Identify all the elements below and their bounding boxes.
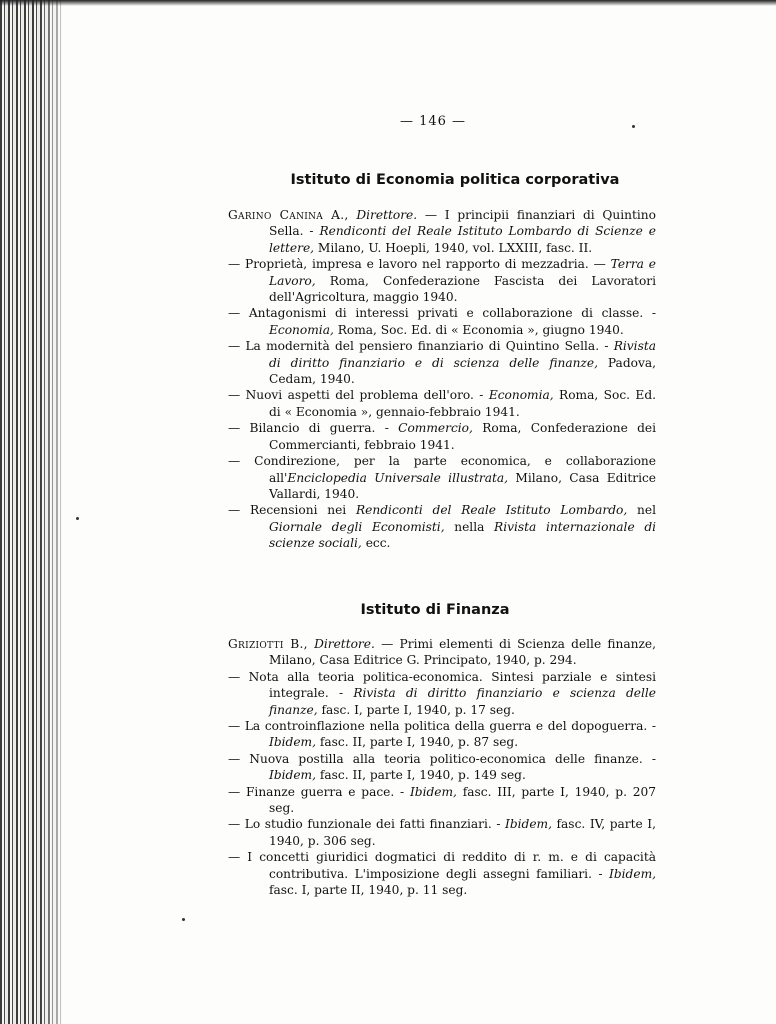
section-title-economia: Istituto di Economia politica corporativa bbox=[290, 172, 620, 188]
bibliography-entry: — Finanze guerra e pace. - Ibidem, fasc. III, parte I, 1940, p. 207 seg. bbox=[228, 784, 657, 816]
bibliography-entry: — La controinflazione nella politica della guerra e del dopoguerra. - Ibidem, fasc. II, parte I, 1940, p. 87 seg. bbox=[228, 719, 656, 750]
bibliography-entry: — Nota alla teoria politica-economica. Sintesi parziale e sintesi integrale. - Rivista di diritto finanziario e scienza delle finanze, fasc. I, parte I, 1940, p. 17 seg. bbox=[228, 669, 657, 717]
bibliography-entry: — Proprietà, impresa e lavoro nel rapporto di mezzadria. — Terra e Lavoro, Roma, Confederazione Fascista dei Lavoratori dell'Agricoltura, maggio 1940. bbox=[228, 257, 657, 305]
bibliography-entry: — Nuovi aspetti del problema dell'oro. - Economia, Roma, Soc. Ed. di « Economia », gennaio-febbraio 1941. bbox=[228, 388, 656, 419]
scan-speck bbox=[632, 125, 635, 128]
entries-economia bbox=[228, 207, 656, 552]
bibliography-entry: — Lo studio funzionale dei fatti finanziari. - Ibidem, fasc. IV, parte I, 1940, p. 306 seg. bbox=[228, 817, 656, 848]
bibliography-entry: Griziotti B., Direttore. — Primi elementi di Scienza delle finanze, Milano, Casa Editrice G. Principato, 1940, p. 294. bbox=[228, 637, 657, 668]
scan-speck bbox=[182, 918, 185, 921]
bibliography-entry: — Condirezione, per la parte economica, e collaborazione all'Enciclopedia Universale illustrata, Milano, Casa Editrice Vallardi, 1940. bbox=[228, 454, 657, 501]
bibliography-entry: — I concetti giuridici dogmatici di reddito di r. m. e di capacità contributiva. L'imposizione degli assegni familiari. - Ibidem, fasc. I, parte II, 1940, p. 11 seg. bbox=[228, 850, 657, 898]
entries-finanza bbox=[228, 636, 656, 899]
bibliography-entry: — Antagonismi di interessi privati e collaborazione di classe. - Economia, Roma, Soc. Ed. di « Economia », giugno 1940. bbox=[228, 306, 656, 337]
page-number: — 146 — bbox=[399, 114, 467, 129]
scan-speck bbox=[76, 517, 79, 520]
bibliography-entry: — Nuova postilla alla teoria politico-economica delle finanze. - Ibidem, fasc. II, parte I, 1940, p. 149 seg. bbox=[228, 751, 656, 783]
bibliography-entry: Garino Canina A., Direttore. — I principii finanziari di Quintino Sella. - Rendiconti del Reale Istituto Lombardo di Scienze e lettere, Milano, U. Hoepli, 1940, vol. LXXIII, fasc. II. bbox=[228, 208, 657, 255]
bibliography-entry: — La modernità del pensiero finanziario di Quintino Sella. - Rivista di diritto finanziario e di scienza delle finanze, Padova, Cedam, 1940. bbox=[228, 339, 656, 387]
bibliography-entry: — Recensioni nei Rendiconti del Reale Istituto Lombardo, nel Giornale degli Economisti, nella Rivista internazionale di scienze sociali, ecc. bbox=[228, 503, 657, 551]
bibliography-entry: — Bilancio di guerra. - Commercio, Roma, Confederazione dei Commercianti, febbraio 1941. bbox=[228, 421, 657, 452]
section-title-finanza: Istituto di Finanza bbox=[360, 602, 510, 618]
